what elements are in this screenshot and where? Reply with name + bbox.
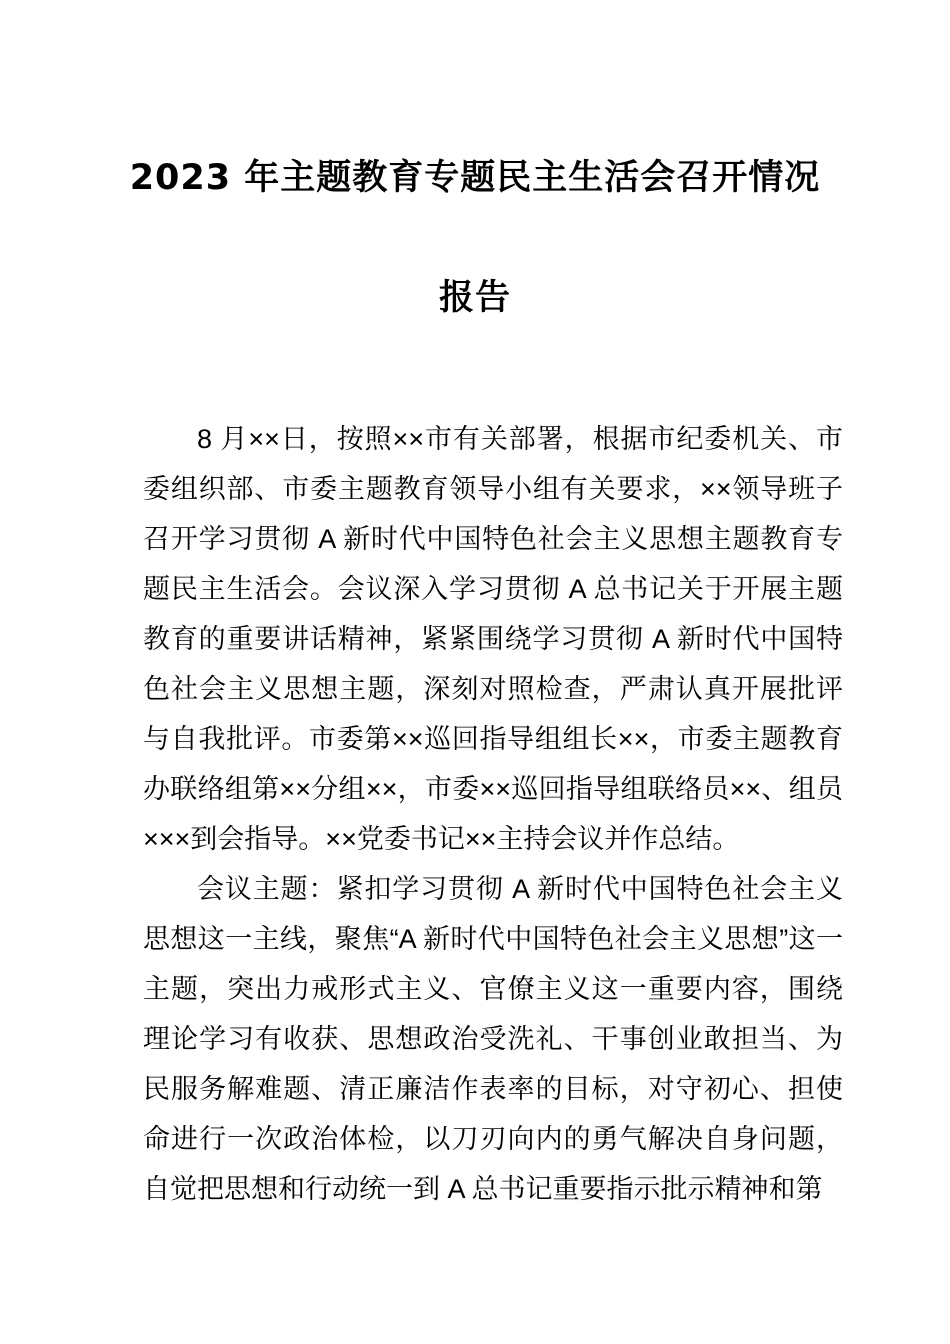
paragraph-meeting-overview: 8 月××日，按照××市有关部署，根据市纪委机关、市委组织部、市委主题教育领导小组有关要求，××领导班子召开学习贯彻 A 新时代中国特色社会主义思想主题教育专题民主生活会。会议深入学习贯彻 A 总书记关于开展主题教育的重要讲话精神，紧紧围绕学习贯彻 A 新时代中国特色社会主义思想主题，深刻对照检查，严肃认真开展批评与自我批评。市委第××巡回指导组组长××，市委主题教育办联络组第××分组××，市委××巡回指导组联络员××、组员×××到会指导。××党委书记××主持会议并作总结。	[143, 424, 843, 854]
document-body	[143, 414, 843, 1214]
document-title-line-1: 2023 年主题教育专题民主生活会召开情况	[129, 158, 821, 198]
document-title-line-2: 报告	[438, 278, 511, 318]
document-title	[70, 118, 880, 358]
paragraph-meeting-theme: 会议主题：紧扣学习贯彻 A 新时代中国特色社会主义思想这一主线，聚焦“A 新时代中国特色社会主义思想”这一主题，突出力戒形式主义、官僚主义这一重要内容，围绕理论学习有收获、思想政治受洗礼、干事创业敢担当、为民服务解难题、清正廉洁作表率的目标，对守初心、担使命进行一次政治体检，以刀刃向内的勇气解决自身问题，自觉把思想和行动统一到 A 总书记重要指示批示精神和第	[143, 874, 843, 1204]
